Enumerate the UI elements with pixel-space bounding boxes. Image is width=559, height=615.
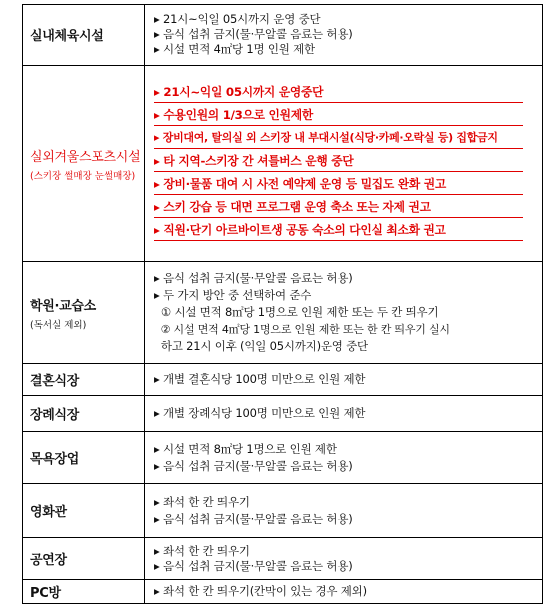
facility-name: 실외겨울스포츠시설 [30, 149, 141, 165]
rule-item: ▸ 좌석 한 칸 띄우기 [154, 543, 250, 558]
facility-name: 실내체육시설 [30, 29, 104, 44]
table-row [22, 262, 543, 364]
rule-item: ▸ 음식 섭취 금지(물·무알콜 음료는 허용) [154, 511, 353, 526]
rule-item: ▸ 개별 장례식당 100명 미만으로 인원 제한 [154, 406, 366, 420]
rules-cell [146, 262, 543, 363]
rules-cell [146, 364, 543, 395]
rule-item: ▸ 21시~익일 05시까지 운영중단 [154, 83, 523, 103]
table-row [22, 4, 543, 66]
table-row [22, 364, 543, 396]
facility-name: 영화관 [30, 505, 67, 520]
rules-cell [146, 66, 543, 261]
facility-name-cell [22, 396, 145, 431]
rule-item: ▸ 21시~익일 05시까지 운영 중단 [154, 12, 321, 26]
facility-name-cell [22, 538, 145, 579]
rule-item: ▸ 음식 섭취 금지(물·무알콜 음료는 허용) [154, 27, 353, 41]
rule-item: ▸ 음식 섭취 금지(물·무알콜 음료는 허용) [154, 458, 353, 473]
rule-item: ▸ 장비·물품 대여 시 사전 예약제 운영 등 밀집도 완화 권고 [154, 175, 523, 195]
facility-name-cell [22, 66, 145, 261]
rule-item: ▸ 타 지역-스키장 간 셔틀버스 운행 중단 [154, 152, 523, 172]
facility-name: 장례식장 [30, 408, 80, 423]
rule-item: 하고 21시 이후 (익일 05시까지)운영 중단 [154, 339, 368, 353]
rule-item: ▸ 시설 면적 8㎡당 1명으로 인원 제한 [154, 441, 337, 456]
facility-name-cell [22, 262, 145, 363]
rules-cell [146, 484, 543, 537]
facility-name-cell [22, 364, 145, 395]
facility-name: 학원·교습소 [30, 298, 96, 314]
rules-cell [146, 538, 543, 579]
rule-item: ▸ 개별 결혼식당 100명 미만으로 인원 제한 [154, 372, 366, 386]
facility-name: 공연장 [30, 553, 67, 568]
table-row [22, 396, 543, 432]
rule-item: ▸ 좌석 한 칸 띄우기(칸막이 있는 경우 제외) [154, 584, 367, 598]
rule-item: ▸ 장비대여, 탈의실 외 스키장 내 부대시설(식당·카페·오락실 등) 집합금지 [154, 129, 523, 149]
rules-cell [146, 396, 543, 431]
rule-item: ▸ 스키 강습 등 대면 프로그램 운영 축소 또는 자제 권고 [154, 198, 523, 218]
rule-item: ▸ 음식 섭취 금지(물·무알콜 음료는 허용) [154, 271, 353, 285]
rule-item: ① 시설 면적 8㎡당 1명으로 인원 제한 또는 두 칸 띄우기 [154, 305, 439, 319]
rule-item: ▸ 두 가지 방안 중 선택하여 준수 [154, 288, 312, 302]
rule-item: ▸ 수용인원의 1/3으로 인원제한 [154, 106, 523, 126]
facility-name-cell [22, 580, 145, 603]
facility-subtitle: (스키장 썰매장 눈썰매장) [30, 170, 136, 182]
facility-name-cell [22, 484, 145, 537]
rules-cell [146, 4, 543, 65]
table-row [22, 484, 543, 538]
table-row [22, 66, 543, 262]
table-row [22, 580, 543, 604]
facility-subtitle: (독서실 제외) [30, 319, 87, 331]
facility-name-cell [22, 4, 145, 65]
rule-item: ▸ 좌석 한 칸 띄우기 [154, 494, 250, 509]
rule-item: ② 시설 면적 4㎡당 1명으로 인원 제한 또는 한 칸 띄우기 실시 [154, 323, 450, 336]
facility-name-cell [22, 432, 145, 483]
rule-item: ▸ 시설 면적 4㎡당 1명 인원 제한 [154, 42, 315, 56]
facility-name: PC방 [30, 586, 61, 601]
rules-cell [146, 432, 543, 483]
table-row [22, 538, 543, 580]
rules-cell [146, 580, 543, 603]
rule-item: ▸ 음식 섭취 금지(물·무알콜 음료는 허용) [154, 558, 353, 573]
facility-name: 결혼식장 [30, 374, 80, 389]
table-row [22, 432, 543, 484]
rule-item: ▸ 직원·단기 아르바이트생 공동 숙소의 다인실 최소화 권고 [154, 221, 523, 241]
facility-name: 목욕장업 [30, 452, 80, 467]
